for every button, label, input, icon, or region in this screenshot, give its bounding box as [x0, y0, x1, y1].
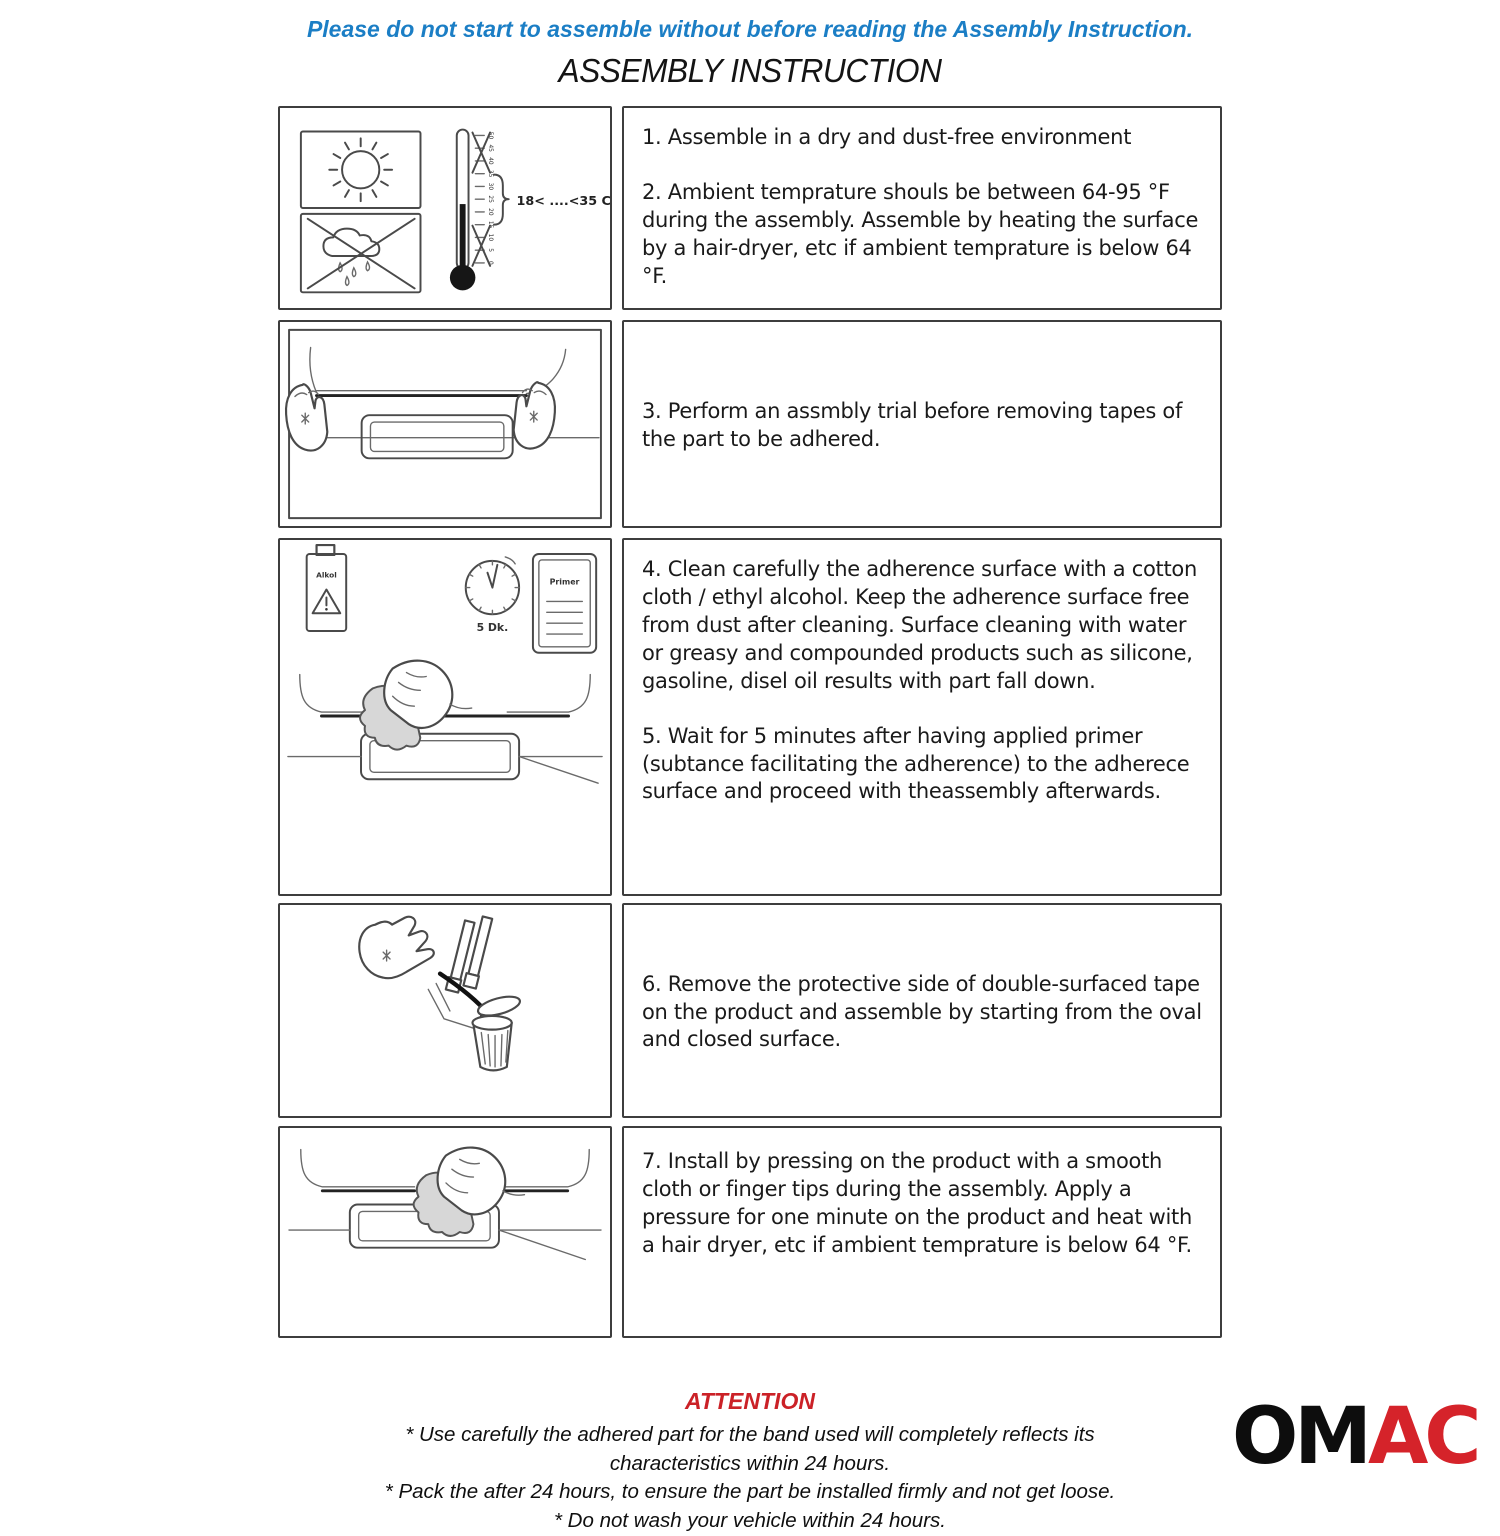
step-5-text — [622, 1126, 1222, 1338]
svg-text:0: 0 — [487, 261, 494, 265]
attention-line: * Use carefully the adhered part for the band used will completely reflects its — [405, 1423, 1095, 1446]
step-paragraph: 3. Perform an assmbly trial before removing tapes of the part to be adhered. — [642, 399, 1183, 451]
range-brace — [494, 175, 509, 225]
attention-line: * Pack the after 24 hours, to ensure the part be installed firmly and not get loose. — [384, 1480, 1116, 1504]
alcohol-bottle-label: Alkol — [316, 570, 337, 580]
svg-text:25: 25 — [487, 195, 494, 203]
pressing-illustration — [280, 1128, 610, 1336]
thermometer-scale-labels — [487, 132, 493, 265]
tape-removal-illustration — [280, 905, 610, 1116]
step-paragraph: 5. Wait for 5 minutes after having applied primer (subtance facilitating the adherence) to the adherece surface and proceed with theassembly afterwards. — [642, 723, 1190, 804]
step-4-illustration — [278, 903, 612, 1118]
step-3-text — [622, 538, 1222, 896]
right-hand-icon — [514, 382, 555, 448]
svg-text:50: 50 — [487, 131, 494, 140]
step-paragraph: 4. Clean carefully the adherence surface with a cotton cloth / ethyl alcohol. Keep the adherence surface free from dust after cleaning. Surface cleaning with water or greasy and compounded products such as silicone, gasoline, disel oil results with part fall down. — [642, 557, 1197, 693]
attention-title: ATTENTION — [685, 1388, 815, 1414]
clock-icon — [466, 557, 519, 634]
step-4-text — [622, 903, 1222, 1118]
thermometer-icon — [450, 130, 611, 291]
step-2-illustration — [278, 320, 612, 528]
omac-logo-black-letters: OM — [1232, 1392, 1368, 1482]
temperature-range-label: 18< ....<35 C — [516, 194, 611, 210]
svg-text:30: 30 — [487, 182, 494, 191]
primer-card-icon — [533, 554, 596, 653]
step-paragraph: 2. Ambient temprature shouls be between 64-95 °F during the assembly. Assemble by heating the surface by a hair-dryer, etc if ambient temprature is below 64 °F. — [642, 179, 1199, 288]
svg-text:35: 35 — [487, 169, 494, 178]
svg-text:40: 40 — [487, 157, 494, 165]
hand-with-cloth-icon — [360, 661, 472, 750]
cleaning-primer-illustration — [280, 540, 610, 894]
svg-text:15: 15 — [487, 220, 494, 229]
attention-line: * Do not wash your vehicle within 24 hours. — [554, 1509, 946, 1533]
step-paragraph: 1. Assemble in a dry and dust-free environment — [642, 125, 1132, 149]
clock-caption: 5 Dk. — [476, 621, 509, 635]
omac-logo-red-letters: AC — [1367, 1392, 1478, 1482]
step-paragraph: 7. Install by pressing on the product with a smooth cloth or finger tips during the assembly. Apply a pressure for one minute on the product and heat with a hair dryer, etc if ambient temprature is below 64 °F. — [642, 1149, 1192, 1257]
surface-wiping-scene — [288, 661, 602, 784]
step-5-illustration — [278, 1126, 612, 1338]
sun-icon — [301, 132, 421, 208]
peeling-hand-icon — [359, 917, 434, 978]
alcohol-bottle-icon — [307, 545, 347, 631]
step-1-text — [622, 106, 1222, 310]
svg-text:20: 20 — [487, 208, 494, 216]
notice-line: Please do not start to assemble without before reading the Assembly Instruction. — [306, 16, 1194, 42]
page-title: ASSEMBLY INSTRUCTION — [558, 52, 942, 89]
license-plate-recess — [362, 415, 513, 458]
trial-fit-illustration — [280, 322, 610, 526]
no-rain-icon — [301, 214, 421, 292]
attention-line: characteristics within 24 hours. — [609, 1451, 891, 1475]
svg-text:5: 5 — [487, 248, 494, 253]
step-1-illustration — [278, 106, 612, 310]
primer-label: Primer — [549, 577, 580, 587]
environment-conditions-illustration — [280, 108, 610, 308]
svg-text:10: 10 — [487, 233, 494, 242]
step-2-text — [622, 320, 1222, 528]
step-paragraph: 6. Remove the protective side of double-surfaced tape on the product and assemble by starting from the oval and closed surface. — [642, 971, 1202, 1052]
step-3-illustration — [278, 538, 612, 896]
omac-logo — [1232, 1392, 1478, 1482]
svg-text:45: 45 — [487, 144, 494, 152]
